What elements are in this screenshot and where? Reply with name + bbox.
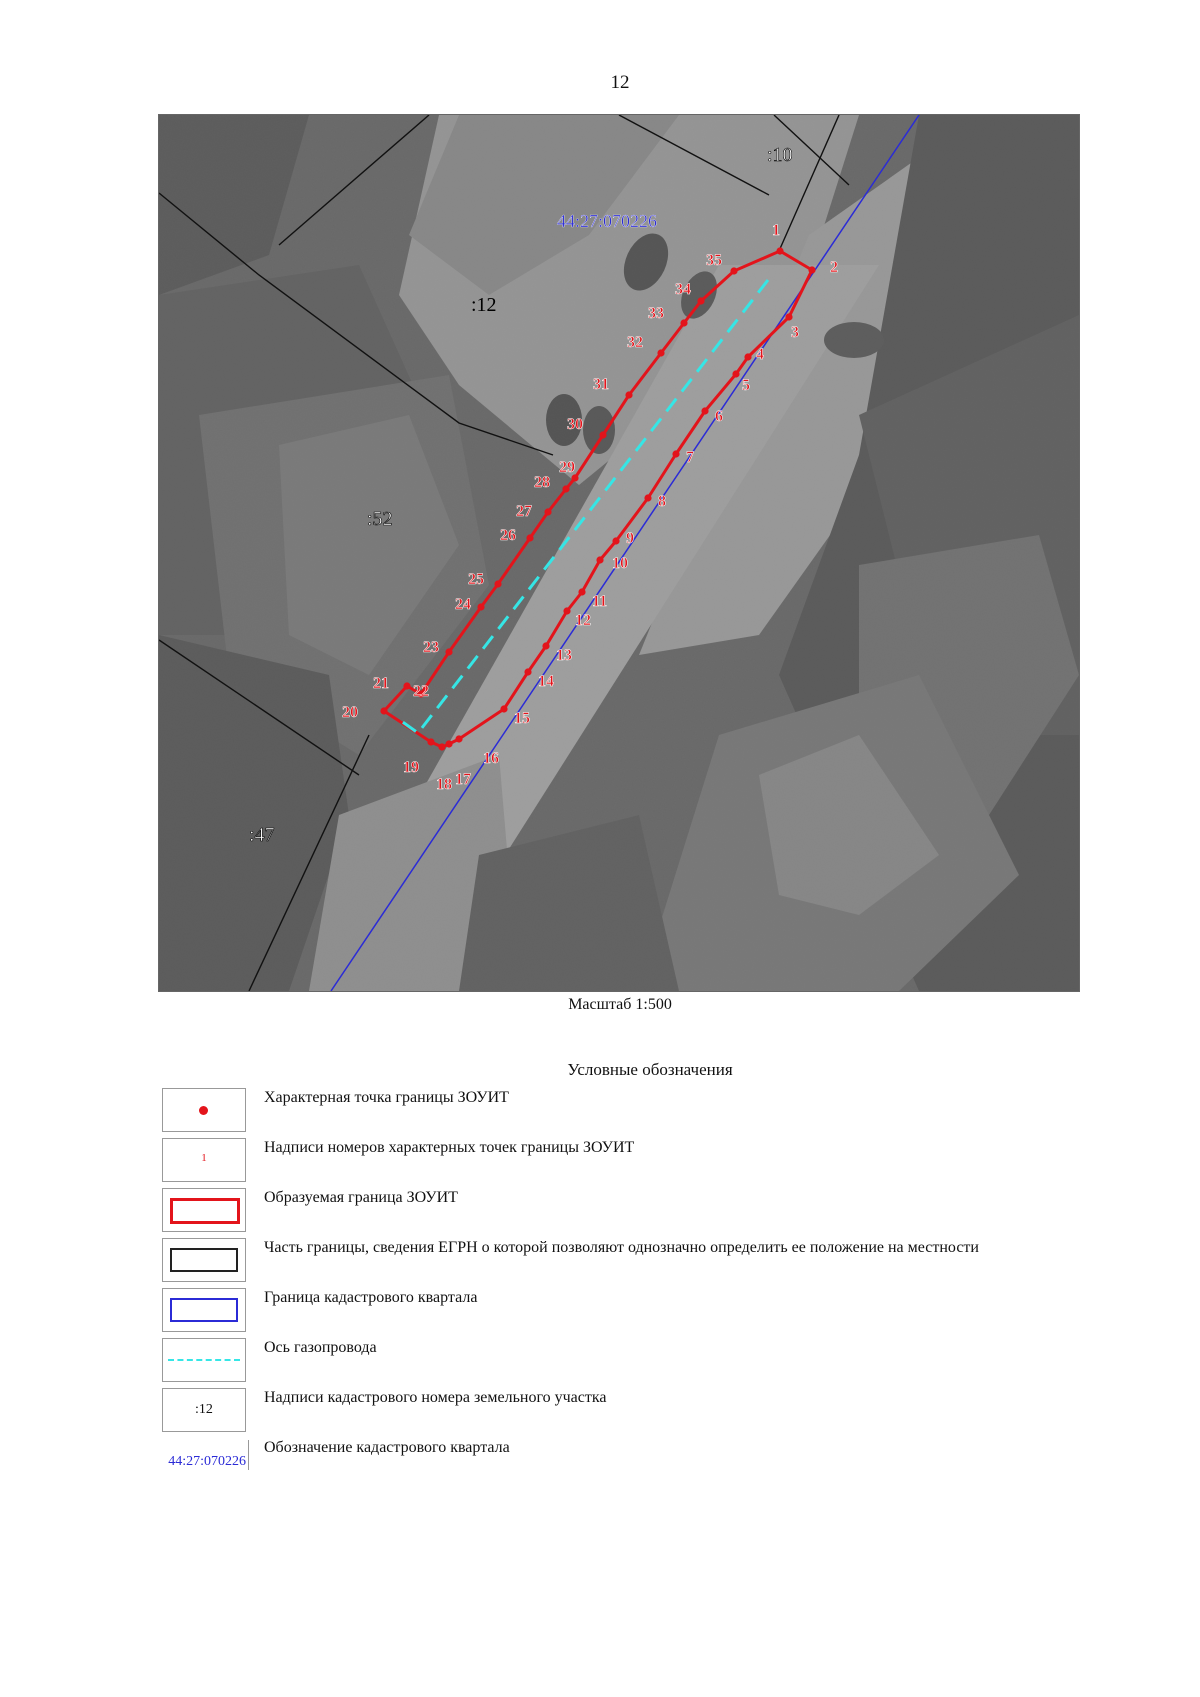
zouit-point-label-20: 20 (342, 704, 358, 721)
zouit-point-26 (526, 534, 533, 541)
zouit-point-label-15: 15 (514, 710, 530, 727)
legend-symbol-gas-axis (162, 1338, 246, 1382)
zouit-point-8 (644, 494, 651, 501)
zouit-point-label-24: 24 (455, 596, 471, 613)
zouit-point-31 (625, 391, 632, 398)
page-number: 12 (610, 72, 630, 93)
zouit-point-label-12: 12 (575, 612, 591, 629)
zouit-point-label-13: 13 (556, 647, 572, 664)
legend-label: Обозначение кадастрового квартала (264, 1439, 510, 1456)
zouit-point-18 (438, 743, 445, 750)
zouit-point-2 (808, 266, 815, 273)
red-dot-icon (199, 1106, 208, 1115)
zouit-point-27 (544, 508, 551, 515)
zouit-point-label-33: 33 (648, 305, 664, 322)
zouit-point-label-32: 32 (627, 334, 643, 351)
zouit-point-label-1: 1 (772, 222, 780, 239)
zouit-point-4 (744, 353, 751, 360)
zouit-point-label-5: 5 (742, 377, 750, 394)
zouit-point-label-27: 27 (516, 503, 532, 520)
zouit-point-9 (612, 537, 619, 544)
legend-label: Часть границы, сведения ЕГРН о которой позволяют однозначно определить ее положение на местности (264, 1239, 979, 1256)
zouit-point-label-31: 31 (593, 376, 609, 393)
parcel-label-52: :52 (367, 508, 393, 530)
quarter-label: 44:27:070226 (557, 211, 658, 231)
zouit-point-label-17: 17 (455, 771, 471, 788)
zouit-point-25 (494, 580, 501, 587)
parcel-label-12: :12 (471, 294, 497, 316)
zouit-point-label-28: 28 (534, 474, 550, 491)
zouit-point-32 (657, 349, 664, 356)
legend-label: Характерная точка границы ЗОУИТ (264, 1089, 509, 1106)
zouit-point-label-16: 16 (483, 750, 499, 767)
scale-caption: Масштаб 1:500 (568, 996, 672, 1013)
zouit-point-label-11: 11 (592, 593, 608, 610)
aerial-map-canvas (159, 115, 1079, 991)
zouit-point-16 (455, 735, 462, 742)
zouit-point-label-18: 18 (436, 776, 452, 793)
zouit-point-label-3: 3 (791, 324, 799, 341)
black-rect-icon (170, 1248, 238, 1272)
zouit-point-23 (445, 648, 452, 655)
zouit-point-12 (563, 607, 570, 614)
zouit-point-label-7: 7 (686, 449, 694, 466)
zouit-point-label-35: 35 (706, 252, 722, 269)
legend-title: Условные обозначения (567, 1060, 733, 1079)
legend-label: Граница кадастрового квартала (264, 1289, 478, 1306)
parcel-code-sample: :12 (195, 1402, 213, 1417)
zouit-point-11 (578, 588, 585, 595)
zouit-point-17 (445, 740, 452, 747)
zouit-point-label-21: 21 (373, 675, 389, 692)
legend-label: Надписи номеров характерных точек границы ЗОУИТ (264, 1139, 635, 1156)
legend-symbol-point-number (162, 1138, 246, 1182)
legend-symbol-parcel-code (162, 1388, 246, 1432)
zouit-point-28 (562, 485, 569, 492)
legend-symbol-egrn-boundary (162, 1238, 246, 1282)
zouit-point-label-30: 30 (567, 416, 583, 433)
zouit-point-5 (732, 370, 739, 377)
zouit-point-label-34: 34 (675, 281, 691, 298)
zouit-point-33 (680, 319, 687, 326)
zouit-point-10 (596, 556, 603, 563)
aerial-photo-background (159, 115, 1079, 991)
parcel-label-47: :47 (249, 824, 275, 846)
legend-symbol-zouit-boundary (162, 1188, 246, 1232)
zouit-point-label-19: 19 (403, 759, 419, 776)
legend-label: Образуемая граница ЗОУИТ (264, 1189, 458, 1206)
zouit-point-14 (524, 668, 531, 675)
zouit-point-label-26: 26 (500, 527, 516, 544)
zouit-point-label-22: 22 (413, 683, 429, 700)
legend-label: Ось газопровода (264, 1339, 377, 1356)
zouit-point-label-14: 14 (538, 673, 554, 690)
zouit-point-label-2: 2 (830, 259, 838, 276)
zouit-point-1 (776, 247, 783, 254)
zouit-point-21 (403, 682, 410, 689)
zouit-point-13 (542, 642, 549, 649)
zouit-point-24 (477, 603, 484, 610)
zouit-point-34 (697, 297, 704, 304)
zouit-point-label-10: 10 (612, 555, 628, 572)
zouit-point-19 (427, 738, 434, 745)
zouit-point-label-9: 9 (626, 530, 634, 547)
legend-symbol-quarter-code (156, 1440, 249, 1470)
zouit-point-label-25: 25 (468, 571, 484, 588)
zouit-point-label-29: 29 (559, 459, 575, 476)
parcel-label-10: :10 (767, 144, 793, 166)
zouit-point-30 (599, 431, 606, 438)
blue-rect-icon (170, 1298, 238, 1322)
cadastral-map[interactable] (158, 114, 1080, 992)
zouit-point-6 (701, 407, 708, 414)
quarter-code-sample: 44:27:070226 (168, 1454, 246, 1469)
zouit-point-15 (500, 705, 507, 712)
legend-symbol-quarter-boundary (162, 1288, 246, 1332)
zouit-point-label-8: 8 (658, 493, 666, 510)
zouit-point-label-23: 23 (423, 639, 439, 656)
red-rect-icon (170, 1198, 240, 1224)
zouit-point-label-4: 4 (756, 346, 764, 363)
legend-label: Надписи кадастрового номера земельного участка (264, 1389, 607, 1406)
zouit-point-3 (785, 313, 792, 320)
zouit-point-label-6: 6 (715, 408, 723, 425)
legend-symbol-point (162, 1088, 246, 1132)
point-number-sample: 1 (201, 1152, 207, 1164)
zouit-point-7 (672, 450, 679, 457)
cyan-dash-icon (168, 1359, 240, 1361)
zouit-point-35 (730, 267, 737, 274)
zouit-point-20 (380, 707, 387, 714)
